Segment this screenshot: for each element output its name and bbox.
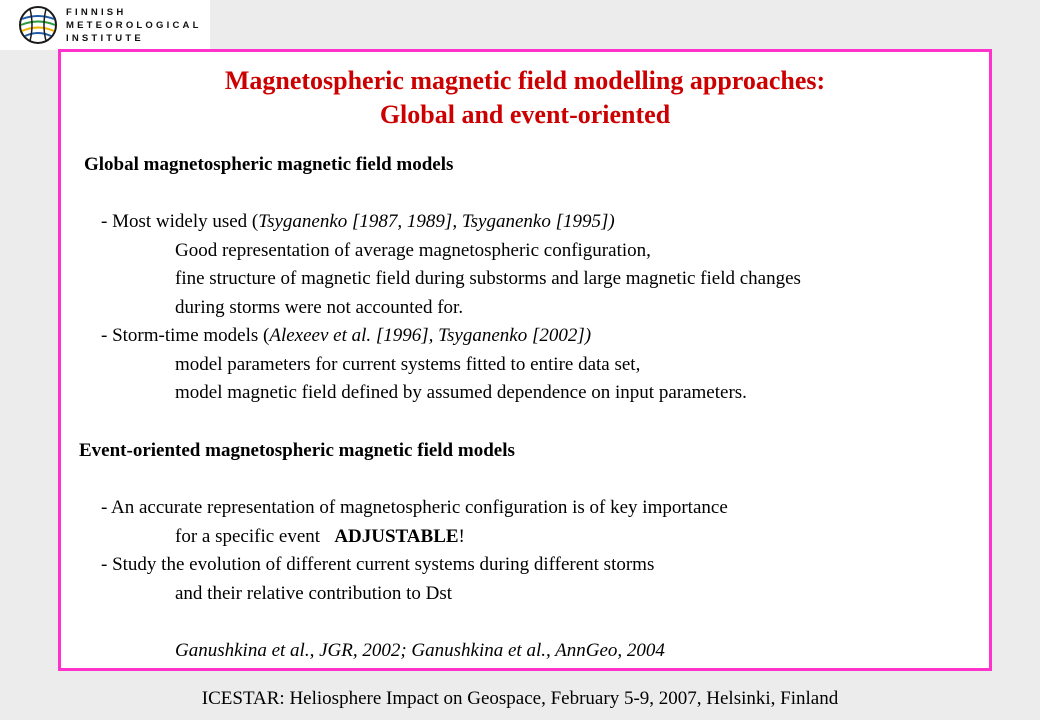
global-item-1-detail-2: fine structure of magnetic field during substorms and large magnetic field changes [175,268,801,289]
fmi-logo-wordmark [66,6,202,45]
footer-conference: ICESTAR: Heliosphere Impact on Geospace, February 5-9, 2007, Helsinki, Finland [201,688,839,709]
global-item-1-detail-3: during storms were not accounted for. [175,297,464,318]
global-item-1-detail-1: Good representation of average magnetospheric configuration, [175,240,651,261]
title-line-2: Global and event-oriented [379,100,671,129]
slide-title [61,64,989,132]
event-item-1-detail-prefix: for a specific event [175,526,335,547]
logo-line-1: FINNISH [66,7,127,18]
adjustable-label: ADJUSTABLE [334,526,459,547]
reference-citation: Ganushkina et al., JGR, 2002; Ganushkina et al., AnnGeo, 2004 [175,640,665,661]
global-item-2-prefix: - Storm-time models ( [101,325,270,346]
fmi-logo [0,0,210,50]
global-item-2-detail-1: model parameters for current systems fitted to entire data set, [175,354,641,375]
event-item-1: - An accurate representation of magnetospheric configuration is of key importance [101,497,728,518]
logo-line-2: METEOROLOGICAL [66,20,202,31]
global-item-1-prefix: - Most widely used ( [101,211,259,232]
logo-line-3: INSTITUTE [66,33,144,44]
event-item-1-detail-suffix: ! [458,526,465,547]
global-item-2-detail-2: model magnetic field defined by assumed dependence on input parameters. [175,382,747,403]
event-item-2: - Study the evolution of different current systems during different storms [101,554,655,575]
slide-content-box [58,49,992,671]
event-item-2-detail: and their relative contribution to Dst [175,583,453,604]
global-item-2-refs: Alexeev et al. [1996], Tsyganenko [2002]) [269,325,592,346]
global-item-1-refs: Tsyganenko [1987, 1989], Tsyganenko [1995]) [258,211,615,232]
event-item-1-detail [175,525,465,549]
section-global-heading: Global magnetospheric magnetic field models [84,154,454,175]
global-item-1 [101,210,615,234]
title-line-1: Magnetospheric magnetic field modelling approaches: [224,66,826,95]
global-item-2 [101,324,591,348]
section-event-heading: Event-oriented magnetospheric magnetic field models [79,440,515,461]
fmi-logo-emblem-icon [18,5,58,45]
